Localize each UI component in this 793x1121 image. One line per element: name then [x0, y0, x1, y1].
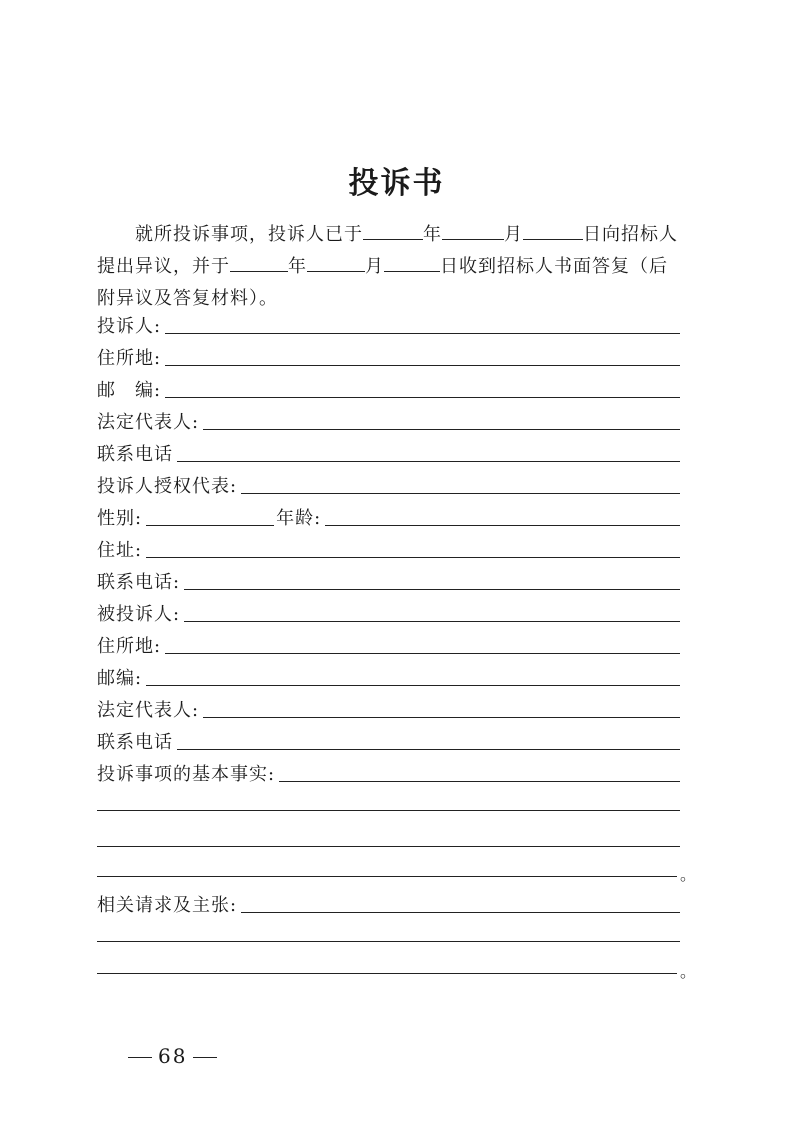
legal-rep-blank[interactable] [203, 429, 680, 430]
intro-text: 日向招标人 [583, 224, 678, 245]
facts-blank[interactable] [279, 781, 680, 782]
authorized-rep-label: 投诉人授权代表: [97, 476, 238, 497]
respondent-blank[interactable] [184, 621, 680, 622]
facts-extra-line[interactable] [97, 846, 680, 847]
complainant-label: 投诉人: [97, 316, 162, 337]
intro-text: 附异议及答复材料）。 [97, 288, 278, 309]
month-blank[interactable] [442, 223, 504, 240]
year-blank[interactable] [363, 223, 423, 240]
phone-label: 联系电话 [97, 444, 173, 465]
legal-rep-label: 法定代表人: [97, 700, 200, 721]
postcode-label: 邮 编: [97, 380, 162, 401]
claims-extra-line[interactable] [97, 941, 680, 942]
claims-row [97, 893, 680, 917]
residence-blank[interactable] [146, 557, 680, 558]
gender-age-row [97, 506, 680, 530]
phone-blank[interactable] [184, 589, 680, 590]
intro-line-2 [97, 252, 697, 278]
authorized-rep-row [97, 474, 680, 498]
year-label: 年 [423, 224, 442, 245]
claims-label: 相关请求及主张: [97, 895, 238, 916]
legal-rep-row [97, 698, 680, 722]
complainant-row [97, 314, 680, 338]
dash-right [193, 1057, 217, 1058]
residence-label: 住址: [97, 540, 143, 561]
legal-rep-blank[interactable] [203, 717, 680, 718]
address-label: 住所地: [97, 636, 162, 657]
legal-rep-label: 法定代表人: [97, 412, 200, 433]
facts-label: 投诉事项的基本事实: [97, 764, 276, 785]
phone-label: 联系电话: [97, 572, 181, 593]
postcode-row [97, 378, 680, 402]
page-number [122, 1044, 223, 1068]
residence-row [97, 538, 680, 562]
complainant-blank[interactable] [165, 333, 680, 334]
address-row [97, 634, 680, 658]
month-label: 月 [365, 256, 384, 277]
address-blank[interactable] [165, 653, 680, 654]
gender-label: 性别: [97, 508, 143, 529]
age-label: 年龄: [276, 508, 322, 529]
day-blank[interactable] [384, 255, 440, 272]
respondent-label: 被投诉人: [97, 604, 181, 625]
facts-extra-line[interactable] [97, 810, 680, 811]
phone-label: 联系电话 [97, 732, 173, 753]
month-blank[interactable] [307, 255, 365, 272]
day-blank[interactable] [523, 223, 583, 240]
page-number-value: 68 [158, 1044, 188, 1068]
phone-blank[interactable] [177, 461, 680, 462]
postcode-row [97, 666, 680, 690]
phone-row [97, 442, 680, 466]
age-blank[interactable] [325, 525, 680, 526]
authorized-rep-blank[interactable] [241, 493, 680, 494]
postcode-blank[interactable] [146, 685, 680, 686]
claims-extra-line[interactable] [97, 973, 677, 974]
intro-line-1 [135, 220, 735, 246]
period-mark: 。 [680, 962, 697, 981]
respondent-row [97, 602, 680, 626]
year-label: 年 [288, 256, 307, 277]
address-label: 住所地: [97, 348, 162, 369]
period-mark: 。 [680, 865, 697, 884]
intro-text: 就所投诉事项，投诉人已于 [135, 224, 363, 245]
month-label: 月 [504, 224, 523, 245]
phone-row [97, 730, 680, 754]
address-blank[interactable] [165, 365, 680, 366]
gender-blank[interactable] [146, 525, 274, 526]
facts-row [97, 762, 680, 786]
facts-extra-line[interactable] [97, 876, 677, 877]
page-title: 投诉书 [348, 166, 445, 201]
dash-left [128, 1057, 152, 1058]
phone-row [97, 570, 680, 594]
claims-blank[interactable] [241, 912, 680, 913]
postcode-blank[interactable] [165, 397, 680, 398]
intro-text: 提出异议，并于 [97, 256, 230, 277]
intro-line-3 [97, 284, 697, 310]
postcode-label: 邮编: [97, 668, 143, 689]
legal-rep-row [97, 410, 680, 434]
address-row [97, 346, 680, 370]
year-blank[interactable] [230, 255, 288, 272]
phone-blank[interactable] [177, 749, 680, 750]
intro-text: 日收到招标人书面答复（后 [440, 256, 668, 277]
